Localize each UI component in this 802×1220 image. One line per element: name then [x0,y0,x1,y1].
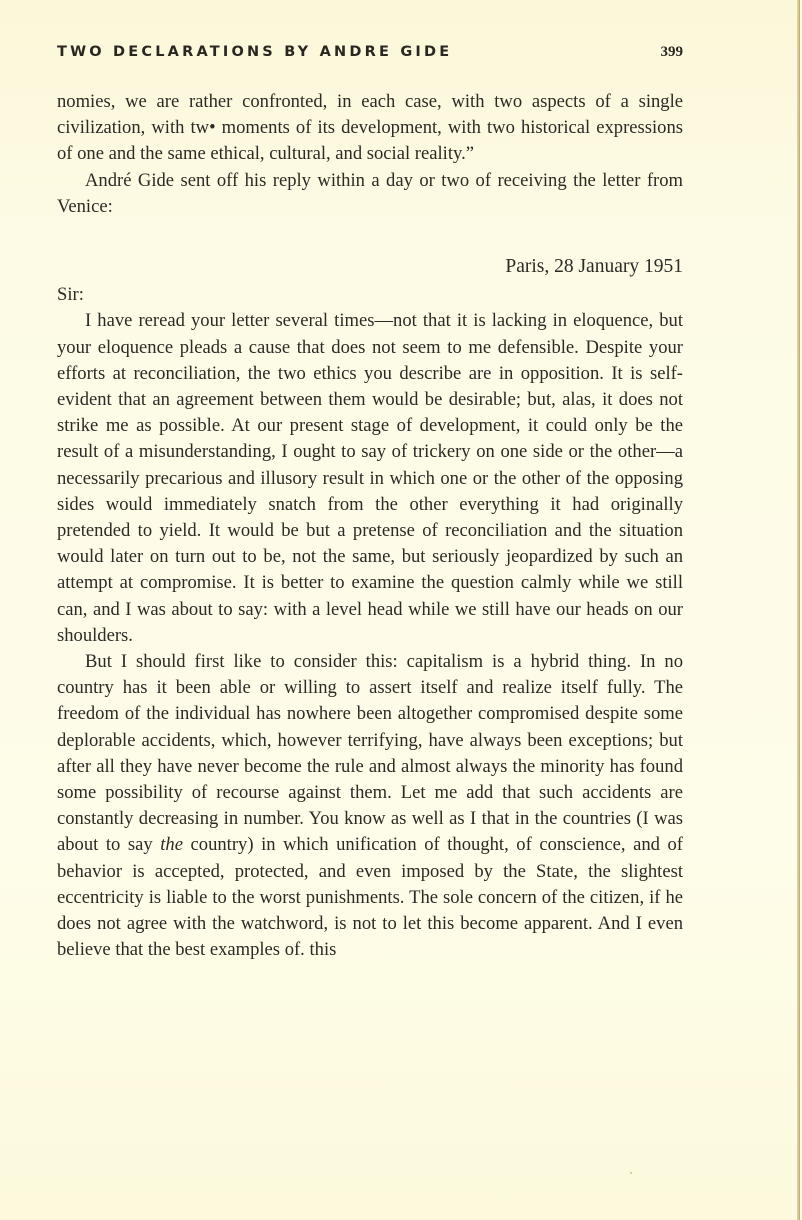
paragraph-2-italic: the [160,834,183,856]
letter-dateline: Paris, 28 January 1951 [505,256,683,278]
running-head [57,44,683,68]
letter-paragraph-1: I have reread your letter several times—not that it is lacking in eloquence, but your eloquence pleads a cause that does not seem to me defensible. Despite your efforts at reconciliation, the two ethics you describe are in opposition. It is self-evident that an agreement between them would be desirable; but, alas, it does not strike me as possible. At our present stage of development, it could only be the result of a misunderstanding, I ought to say of trickery on one side or the other—a necessarily precarious and illusory result in which one or the other of the opposing sides would immediately snatch from the other everything it had originally pretended to yield. It would be but a pretense of reconciliation and the situation would later on turn out to be, not the same, but seriously jeopardized by such an attempt at compromise. It is better to examine the question calmly while we still can, and I was about to say: with a level head while we still have our heads on our shoulders. [57,310,683,646]
paragraph-continued: nomies, we are rather confronted, in each case, with two aspects of a single civilization, with tw• moments of its development, with two historical expressions of one and the same ethical, cultural, and social reality.” [57,91,683,165]
body-text [57,89,683,964]
letter-paragraph-2 [57,649,683,963]
paragraph-intro: André Gide sent off his reply within a day or two of receiving the letter from Venice: [57,169,683,217]
paragraph-2-text-a: But I should first like to consider this: capitalism is a hybrid thing. In no country has it been able or willing to assert itself and realize itself fully. The freedom of the individual has nowhere been altogether compromised despite some deplorable accidents, which, however terrifying, have always been exceptions; but after all they have never become the rule and almost always the minority has found some possibility of recourse against them. Let me add that such accidents are constantly decreasing in number. You know as well as I that in the countries (I was about to say [57,651,683,856]
running-title: TWO DECLARATIONS BY ANDRE GIDE [57,44,453,60]
paragraph-2-text-b: country) in which unification of thought, of conscience, and of behavior is accepted, protected, and even imposed by the State, the slightest eccentricity is liable to the worst punishments. The sole concern of the citizen, if he does not agree with the watchword, is not to let this become apparent. And I even believe that the best examples of. this [57,834,683,961]
letter-salutation: Sir: [57,284,84,306]
page-edge [797,0,800,1220]
page-number: 399 [660,44,683,60]
paper-speck [630,1172,632,1174]
